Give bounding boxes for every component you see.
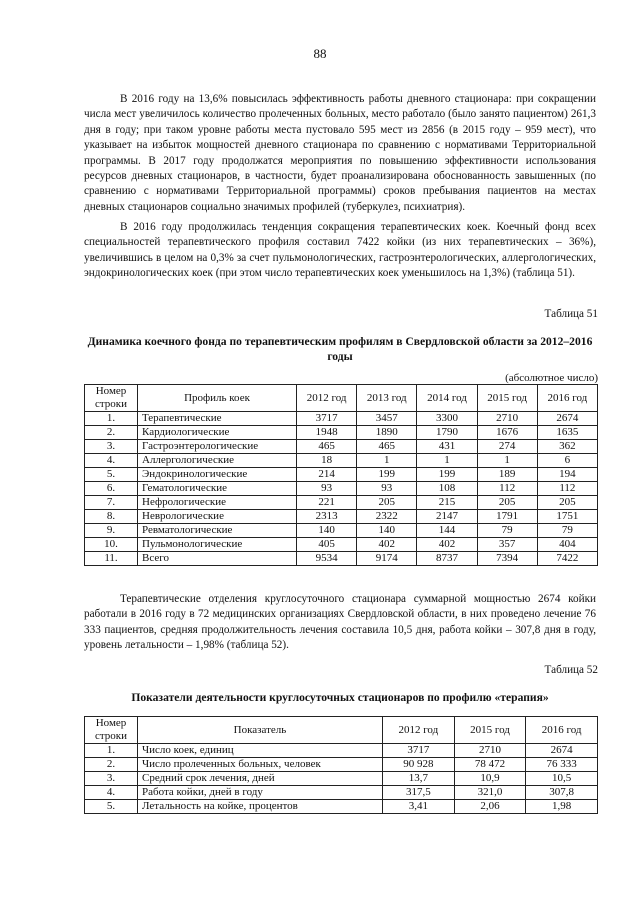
value-cell: 76 333 [526,758,598,772]
value-cell: 194 [537,468,597,482]
value-cell: 274 [477,440,537,454]
table52 [84,716,598,814]
value-cell: 78 472 [454,758,526,772]
value-cell: 189 [477,468,537,482]
table-row [85,468,598,482]
value-cell: 465 [297,440,357,454]
value-cell: 321,0 [454,786,526,800]
table-row [85,440,598,454]
value-cell: 402 [417,538,477,552]
table-header-cell: 2015 год [477,385,537,412]
row-number-cell: 2. [85,758,138,772]
value-cell: 108 [417,482,477,496]
value-cell: 13,7 [383,772,455,786]
row-label-cell: Гастроэнтерологические [138,440,297,454]
table52-title: Показатели деятельности круглосуточных стационаров по профилю «терапия» [131,691,549,704]
value-cell: 7394 [477,552,537,566]
value-cell: 3457 [357,412,417,426]
value-cell: 205 [357,496,417,510]
value-cell: 199 [417,468,477,482]
table-header-cell: 2016 год [526,717,598,744]
value-cell: 1948 [297,426,357,440]
row-label-cell: Работа койки, дней в году [138,786,383,800]
value-cell: 2674 [526,744,598,758]
table-row [85,744,598,758]
value-cell: 317,5 [383,786,455,800]
value-cell: 1 [357,454,417,468]
table-row [85,426,598,440]
value-cell: 221 [297,496,357,510]
table-header-cell: 2013 год [357,385,417,412]
row-label-cell: Нефрологические [138,496,297,510]
page-number: 88 [313,46,327,61]
value-cell: 3300 [417,412,477,426]
value-cell: 214 [297,468,357,482]
value-cell: 10,9 [454,772,526,786]
table-row [85,482,598,496]
table51-unit: (абсолютное число) [505,372,598,384]
value-cell: 215 [417,496,477,510]
value-cell: 9534 [297,552,357,566]
value-cell: 144 [417,524,477,538]
table-row [85,552,598,566]
value-cell: 3717 [297,412,357,426]
row-number-cell: 2. [85,426,138,440]
row-number-cell: 7. [85,496,138,510]
row-number-cell: 4. [85,454,138,468]
table-header-cell: Профиль коек [138,385,297,412]
value-cell: 1676 [477,426,537,440]
value-cell: 93 [357,482,417,496]
value-cell: 18 [297,454,357,468]
value-cell: 2147 [417,510,477,524]
table51 [84,384,598,566]
row-number-cell: 5. [85,468,138,482]
value-cell: 79 [477,524,537,538]
table-header-row [85,717,598,744]
value-cell: 1,98 [526,800,598,814]
value-cell: 1791 [477,510,537,524]
value-cell: 140 [297,524,357,538]
value-cell: 9174 [357,552,417,566]
row-label-cell: Ревматологические [138,524,297,538]
paragraph-therapy-departments: Терапевтические отделения круглосуточного стационара суммарной мощностью 2674 койки работали в 2016 году в 72 медицинских организациях Свердловской области, в них проведено лечение 76 333 пациентов, средняя продолжительность лечения составила 10,5 дня, работа койки – 307,8 дня в году, уровень летальности – 1,98% (таблица 52). [84,593,596,652]
row-number-cell: 6. [85,482,138,496]
value-cell: 1751 [537,510,597,524]
value-cell: 205 [477,496,537,510]
value-cell: 112 [537,482,597,496]
row-label-cell: Летальность на койке, процентов [138,800,383,814]
value-cell: 1 [477,454,537,468]
value-cell: 7422 [537,552,597,566]
value-cell: 2710 [477,412,537,426]
row-label-cell: Число коек, единиц [138,744,383,758]
value-cell: 1635 [537,426,597,440]
value-cell: 362 [537,440,597,454]
value-cell: 1890 [357,426,417,440]
value-cell: 10,5 [526,772,598,786]
table-header-cell: 2015 год [454,717,526,744]
row-label-cell: Всего [138,552,297,566]
value-cell: 402 [357,538,417,552]
value-cell: 79 [537,524,597,538]
row-number-cell: 11. [85,552,138,566]
paragraph-bed-fund: В 2016 году продолжилась тенденция сокращения терапевтических коек. Коечный фонд всех специальностей терапевтического профиля составил 7422 койки (из них терапевтических – 36%), увеличившись в целом на 0,3% за счет пульмонологических, гастроэнтерологических, аллергологических, эндокринологических коек (при этом число терапевтических коек уменьшилось на 1,3%) (таблица 51). [84,221,596,280]
table-header-row [85,385,598,412]
row-label-cell: Средний срок лечения, дней [138,772,383,786]
value-cell: 1790 [417,426,477,440]
value-cell: 307,8 [526,786,598,800]
value-cell: 357 [477,538,537,552]
value-cell: 2,06 [454,800,526,814]
value-cell: 112 [477,482,537,496]
value-cell: 205 [537,496,597,510]
value-cell: 8737 [417,552,477,566]
row-number-cell: 5. [85,800,138,814]
row-label-cell: Аллергологические [138,454,297,468]
row-label-cell: Кардиологические [138,426,297,440]
table51-title: Динамика коечного фонда по терапевтическим профилям в Свердловской области за 2012–2016 годы [87,335,593,363]
value-cell: 2710 [454,744,526,758]
value-cell: 431 [417,440,477,454]
value-cell: 140 [357,524,417,538]
table-header-cell: Номер строки [85,385,138,412]
value-cell: 3,41 [383,800,455,814]
value-cell: 2313 [297,510,357,524]
value-cell: 405 [297,538,357,552]
table-header-cell: 2016 год [537,385,597,412]
row-label-cell: Терапевтические [138,412,297,426]
value-cell: 465 [357,440,417,454]
table-row [85,758,598,772]
table-row [85,496,598,510]
row-number-cell: 1. [85,412,138,426]
row-number-cell: 1. [85,744,138,758]
row-label-cell: Гематологические [138,482,297,496]
table52-caption: Таблица 52 [544,664,598,676]
table-header-cell: 2012 год [297,385,357,412]
value-cell: 2674 [537,412,597,426]
table-row [85,510,598,524]
row-number-cell: 9. [85,524,138,538]
table-header-cell: Номер строки [85,717,138,744]
value-cell: 2322 [357,510,417,524]
table-row [85,800,598,814]
row-number-cell: 4. [85,786,138,800]
value-cell: 199 [357,468,417,482]
row-label-cell: Эндокринологические [138,468,297,482]
row-label-cell: Неврологические [138,510,297,524]
row-label-cell: Число пролеченных больных, человек [138,758,383,772]
value-cell: 93 [297,482,357,496]
table-row [85,786,598,800]
row-number-cell: 3. [85,440,138,454]
table-row [85,772,598,786]
row-number-cell: 3. [85,772,138,786]
row-label-cell: Пульмонологические [138,538,297,552]
table-row [85,524,598,538]
value-cell: 1 [417,454,477,468]
table-header-cell: Показатель [138,717,383,744]
value-cell: 90 928 [383,758,455,772]
row-number-cell: 8. [85,510,138,524]
row-number-cell: 10. [85,538,138,552]
table-row [85,412,598,426]
table51-caption: Таблица 51 [544,308,598,320]
paragraph-day-hospital: В 2016 году на 13,6% повысилась эффективность работы дневного стационара: при сокращении числа мест увеличилось количество пролеченных больных, место работало (было занято пациентом) 261,3 дня в году; при таком уровне работы места пустовало 595 мест из 2856 (в 2015 году – 959 мест), что указывает на избыток мощностей дневного стационара по сравнению с нормативами Территориальной программы. В 2017 году продолжатся мероприятия по повышению эффективности использования ресурсов дневных стационаров, в частности, будет проанализирована обоснованность завышенных (по сравнению с нормативами Территориальной программы) сроков пребывания пациентов на местах дневных стационаров социально значимых профилей (туберкулез, психиатрия). [84,93,596,213]
value-cell: 6 [537,454,597,468]
table-header-cell: 2014 год [417,385,477,412]
table-header-cell: 2012 год [383,717,455,744]
value-cell: 3717 [383,744,455,758]
table-row [85,538,598,552]
value-cell: 404 [537,538,597,552]
table-row [85,454,598,468]
